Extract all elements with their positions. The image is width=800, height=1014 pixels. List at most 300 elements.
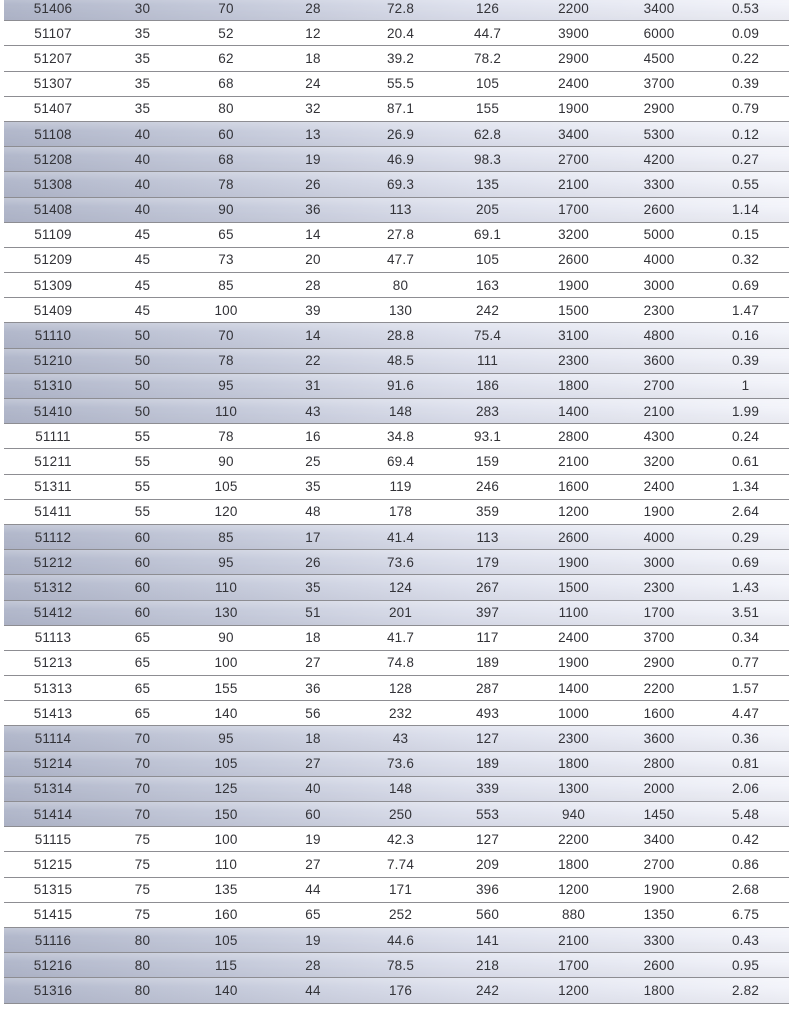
table-cell: 28 xyxy=(305,957,321,973)
table-cell: 2.64 xyxy=(731,504,760,520)
table-cell: 35 xyxy=(134,25,151,41)
table-cell: 47.7 xyxy=(386,252,415,268)
table-cell: 80 xyxy=(134,957,151,973)
table-cell: 80 xyxy=(134,982,151,998)
table-cell: 50 xyxy=(134,353,151,369)
table-cell: 128 xyxy=(388,680,413,696)
table-cell: 1000 xyxy=(558,705,589,721)
table-cell: 28 xyxy=(305,0,321,16)
table-cell: 359 xyxy=(475,504,500,520)
table-cell: 176 xyxy=(388,982,413,998)
table-cell: 0.32 xyxy=(731,252,760,268)
table-cell: 1.34 xyxy=(731,479,760,495)
table-cell: 51109 xyxy=(34,227,72,243)
table-cell: 1900 xyxy=(643,504,675,520)
table-row xyxy=(4,172,789,197)
table-cell: 246 xyxy=(475,479,500,495)
table-cell: 1500 xyxy=(558,302,589,318)
table-cell: 65 xyxy=(218,227,234,243)
table-row xyxy=(4,953,789,978)
table-cell: 5.48 xyxy=(731,806,760,822)
table-cell: 252 xyxy=(388,907,413,923)
table-row xyxy=(4,550,789,575)
table-cell: 60 xyxy=(218,126,234,142)
table-cell: 0.12 xyxy=(731,126,760,142)
table-cell: 124 xyxy=(388,579,413,595)
table-cell: 62.8 xyxy=(473,126,502,142)
table-cell: 0.69 xyxy=(731,554,760,570)
table-cell: 0.16 xyxy=(731,328,760,344)
table-cell: 13 xyxy=(305,126,321,142)
table-cell: 218 xyxy=(475,957,500,973)
table-cell: 1 xyxy=(741,378,750,394)
table-cell: 3000 xyxy=(643,277,675,293)
table-cell: 0.61 xyxy=(731,453,760,469)
table-cell: 0.39 xyxy=(731,353,760,369)
table-cell: 51 xyxy=(305,605,321,621)
table-cell: 1200 xyxy=(558,882,589,898)
table-cell: 159 xyxy=(475,453,500,469)
table-cell: 2900 xyxy=(643,655,675,671)
table-cell: 2600 xyxy=(558,252,589,268)
table-cell: 0.22 xyxy=(731,50,760,66)
table-cell: 205 xyxy=(475,202,500,218)
table-cell: 125 xyxy=(214,781,238,797)
table-cell: 7.74 xyxy=(386,856,415,872)
table-cell: 39 xyxy=(305,302,321,318)
table-cell: 35 xyxy=(134,76,151,92)
table-cell: 55 xyxy=(134,428,151,444)
table-cell: 148 xyxy=(388,781,413,797)
table-cell: 51111 xyxy=(35,428,71,444)
table-cell: 65 xyxy=(134,705,151,721)
table-cell: 1450 xyxy=(643,806,675,822)
table-cell: 12 xyxy=(305,25,321,41)
table-cell: 69.4 xyxy=(386,453,415,469)
table-cell: 396 xyxy=(475,882,500,898)
table-cell: 155 xyxy=(475,101,500,117)
table-cell: 126 xyxy=(475,0,500,16)
table-cell: 45 xyxy=(134,302,151,318)
table-row xyxy=(4,399,789,424)
table-cell: 105 xyxy=(475,252,500,268)
table-cell: 24 xyxy=(305,76,321,92)
table-cell: 5300 xyxy=(643,126,675,142)
table-row xyxy=(4,323,789,348)
table-cell: 70 xyxy=(134,756,151,772)
table-cell: 27.8 xyxy=(386,227,415,243)
table-cell: 2300 xyxy=(643,579,675,595)
table-cell: 130 xyxy=(214,605,238,621)
table-cell: 68 xyxy=(218,76,234,92)
table-cell: 70 xyxy=(134,806,151,822)
table-cell: 43 xyxy=(392,731,409,747)
table-cell: 51110 xyxy=(34,328,72,344)
table-cell: 4800 xyxy=(643,328,675,344)
table-cell: 242 xyxy=(475,982,500,998)
table-cell: 28.8 xyxy=(386,328,415,344)
table-cell: 78 xyxy=(218,428,234,444)
table-cell: 30 xyxy=(134,0,151,16)
table-cell: 74.8 xyxy=(386,655,415,671)
table-cell: 100 xyxy=(214,302,238,318)
table-cell: 51213 xyxy=(33,655,73,671)
table-cell: 51313 xyxy=(33,680,73,696)
table-cell: 65 xyxy=(305,907,321,923)
table-cell: 51407 xyxy=(33,101,73,117)
table-cell: 51309 xyxy=(33,277,73,293)
table-cell: 40 xyxy=(134,126,151,142)
table-cell: 44 xyxy=(305,882,321,898)
table-cell: 148 xyxy=(388,403,413,419)
table-cell: 0.42 xyxy=(731,831,760,847)
table-cell: 1900 xyxy=(558,101,589,117)
table-cell: 1800 xyxy=(558,378,589,394)
bearing-spec-table xyxy=(4,0,789,1004)
table-cell: 70 xyxy=(134,731,151,747)
table-cell: 80 xyxy=(392,277,409,293)
table-cell: 2200 xyxy=(558,0,589,16)
table-cell: 0.24 xyxy=(731,428,760,444)
table-row xyxy=(4,273,789,298)
table-cell: 120 xyxy=(214,504,238,520)
table-cell: 127 xyxy=(475,831,500,847)
table-cell: 0.15 xyxy=(731,227,760,243)
table-cell: 75 xyxy=(134,831,151,847)
table-cell: 6.75 xyxy=(731,907,760,923)
table-cell: 0.36 xyxy=(731,731,760,747)
table-cell: 72.8 xyxy=(386,0,415,16)
table-cell: 2600 xyxy=(643,202,675,218)
table-cell: 65 xyxy=(134,655,151,671)
table-row xyxy=(4,525,789,550)
table-cell: 4300 xyxy=(643,428,675,444)
table-cell: 35 xyxy=(305,579,321,595)
table-cell: 51214 xyxy=(33,756,73,772)
table-cell: 0.55 xyxy=(731,176,760,192)
table-cell: 3400 xyxy=(643,0,675,16)
table-cell: 493 xyxy=(475,705,500,721)
table-cell: 105 xyxy=(475,76,500,92)
table-cell: 3300 xyxy=(643,932,675,948)
table-cell: 19 xyxy=(305,831,321,847)
table-cell: 2300 xyxy=(558,353,589,369)
table-row xyxy=(4,72,789,97)
table-cell: 4200 xyxy=(643,151,675,167)
table-cell: 51411 xyxy=(34,504,72,520)
table-cell: 36 xyxy=(305,680,321,696)
table-cell: 0.86 xyxy=(731,856,760,872)
table-cell: 55 xyxy=(134,504,151,520)
table-row xyxy=(4,676,789,701)
table-cell: 0.29 xyxy=(731,529,760,545)
table-cell: 51107 xyxy=(34,25,72,41)
table-cell: 17 xyxy=(305,529,321,545)
table-row xyxy=(4,827,789,852)
table-cell: 1.43 xyxy=(731,579,760,595)
table-cell: 1.57 xyxy=(731,680,760,696)
table-cell: 189 xyxy=(475,756,500,772)
table-cell: 51311 xyxy=(34,479,72,495)
table-cell: 2700 xyxy=(643,378,675,394)
table-cell: 0.95 xyxy=(731,957,760,973)
table-cell: 2200 xyxy=(643,680,675,696)
table-row xyxy=(4,374,789,399)
table-row xyxy=(4,424,789,449)
table-cell: 4.47 xyxy=(731,705,760,721)
table-cell: 51209 xyxy=(33,252,73,268)
table-cell: 1500 xyxy=(558,579,589,595)
table-cell: 130 xyxy=(388,302,413,318)
table-cell: 43 xyxy=(305,403,321,419)
table-cell: 1700 xyxy=(558,202,589,218)
table-cell: 73 xyxy=(218,252,234,268)
table-cell: 3900 xyxy=(558,25,589,41)
table-cell: 20.4 xyxy=(386,25,415,41)
table-cell: 110 xyxy=(214,579,238,595)
table-row xyxy=(4,198,789,223)
table-row xyxy=(4,752,789,777)
table-cell: 41.7 xyxy=(386,630,415,646)
table-cell: 3400 xyxy=(643,831,675,847)
table-cell: 105 xyxy=(214,479,238,495)
table-cell: 160 xyxy=(214,907,238,923)
table-cell: 51108 xyxy=(34,126,72,142)
table-cell: 51310 xyxy=(33,378,73,394)
table-cell: 186 xyxy=(475,378,500,394)
table-cell: 65 xyxy=(134,630,151,646)
table-cell: 553 xyxy=(475,806,500,822)
table-cell: 26.9 xyxy=(386,126,415,142)
table-cell: 70 xyxy=(218,328,234,344)
table-cell: 31 xyxy=(305,378,321,394)
table-cell: 90 xyxy=(218,630,234,646)
table-cell: 78 xyxy=(218,353,234,369)
table-cell: 51409 xyxy=(33,302,73,318)
table-row xyxy=(4,349,789,374)
table-cell: 78.2 xyxy=(473,50,502,66)
table-cell: 2900 xyxy=(558,50,589,66)
table-cell: 3600 xyxy=(643,353,675,369)
table-cell: 55.5 xyxy=(386,76,415,92)
table-cell: 51216 xyxy=(33,957,73,973)
table-cell: 0.27 xyxy=(731,151,760,167)
table-cell: 35 xyxy=(134,50,151,66)
table-cell: 1900 xyxy=(643,882,675,898)
table-cell: 28 xyxy=(305,277,321,293)
table-cell: 51210 xyxy=(33,353,73,369)
table-cell: 1900 xyxy=(558,655,589,671)
table-cell: 3200 xyxy=(643,453,675,469)
table-cell: 209 xyxy=(475,856,500,872)
table-row xyxy=(4,147,789,172)
table-row xyxy=(4,651,789,676)
table-cell: 178 xyxy=(388,504,413,520)
table-cell: 1.14 xyxy=(731,202,760,218)
table-cell: 60 xyxy=(134,579,151,595)
table-row xyxy=(4,928,789,953)
table-cell: 232 xyxy=(388,705,413,721)
table-cell: 3100 xyxy=(558,328,589,344)
table-cell: 48.5 xyxy=(386,353,415,369)
table-cell: 90 xyxy=(218,202,234,218)
table-cell: 2.82 xyxy=(731,982,760,998)
table-cell: 60 xyxy=(305,806,321,822)
table-cell: 1600 xyxy=(558,479,589,495)
table-cell: 73.6 xyxy=(386,756,415,772)
table-cell: 127 xyxy=(475,731,500,747)
table-cell: 41.4 xyxy=(386,529,415,545)
table-cell: 20 xyxy=(305,252,321,268)
table-cell: 40 xyxy=(305,781,321,797)
table-cell: 51413 xyxy=(33,705,73,721)
table-cell: 2000 xyxy=(643,781,675,797)
table-row xyxy=(4,575,789,600)
table-cell: 135 xyxy=(475,176,500,192)
table-cell: 2.06 xyxy=(731,781,760,797)
table-cell: 163 xyxy=(475,277,500,293)
table-row xyxy=(4,500,789,525)
table-cell: 50 xyxy=(134,378,151,394)
table-cell: 1600 xyxy=(643,705,675,721)
table-cell: 140 xyxy=(214,982,238,998)
table-row xyxy=(4,475,789,500)
table-cell: 0.09 xyxy=(731,25,760,41)
table-cell: 3700 xyxy=(643,76,675,92)
table-cell: 51408 xyxy=(33,202,73,218)
table-cell: 0.53 xyxy=(731,0,760,16)
table-cell: 2700 xyxy=(643,856,675,872)
table-cell: 18 xyxy=(305,50,321,66)
table-cell: 45 xyxy=(134,252,151,268)
table-cell: 40 xyxy=(134,202,151,218)
table-cell: 140 xyxy=(214,705,238,721)
table-cell: 117 xyxy=(476,630,499,646)
table-cell: 150 xyxy=(214,806,238,822)
table-cell: 34.8 xyxy=(386,428,415,444)
table-cell: 40 xyxy=(134,176,151,192)
table-row xyxy=(4,802,789,827)
table-row xyxy=(4,978,789,1003)
table-row xyxy=(4,122,789,147)
table-cell: 32 xyxy=(305,101,321,117)
table-cell: 70 xyxy=(134,781,151,797)
table-cell: 141 xyxy=(475,932,500,948)
table-cell: 3200 xyxy=(558,227,589,243)
table-cell: 2300 xyxy=(558,731,589,747)
table-cell: 880 xyxy=(561,907,586,923)
table-cell: 51112 xyxy=(34,529,72,545)
table-cell: 19 xyxy=(305,151,321,167)
table-row xyxy=(4,878,789,903)
table-cell: 2.68 xyxy=(731,882,760,898)
table-cell: 0.39 xyxy=(731,76,760,92)
table-cell: 1800 xyxy=(558,756,589,772)
table-row xyxy=(4,223,789,248)
table-row xyxy=(4,449,789,474)
table-cell: 69.1 xyxy=(473,227,502,243)
table-cell: 105 xyxy=(214,756,238,772)
table-cell: 4000 xyxy=(643,529,675,545)
table-cell: 36 xyxy=(305,202,321,218)
table-cell: 113 xyxy=(389,202,412,218)
table-cell: 3700 xyxy=(643,630,675,646)
table-cell: 87.1 xyxy=(386,101,415,117)
table-cell: 0.77 xyxy=(731,655,760,671)
table-cell: 18 xyxy=(305,630,321,646)
table-cell: 80 xyxy=(218,101,234,117)
table-cell: 283 xyxy=(475,403,500,419)
table-cell: 42.3 xyxy=(386,831,415,847)
table-cell: 1700 xyxy=(558,957,589,973)
table-cell: 78 xyxy=(218,176,234,192)
table-cell: 70 xyxy=(218,0,234,16)
table-cell: 35 xyxy=(305,479,321,495)
table-cell: 51113 xyxy=(34,630,72,646)
table-cell: 69.3 xyxy=(386,176,415,192)
table-cell: 0.69 xyxy=(731,277,760,293)
table-cell: 1.99 xyxy=(731,403,760,419)
table-cell: 171 xyxy=(388,882,413,898)
table-cell: 90 xyxy=(218,453,234,469)
table-row xyxy=(4,0,789,21)
table-cell: 98.3 xyxy=(473,151,502,167)
table-cell: 85 xyxy=(218,529,234,545)
table-cell: 73.6 xyxy=(386,554,415,570)
table-row xyxy=(4,726,789,751)
table-cell: 2300 xyxy=(643,302,675,318)
table-cell: 44.7 xyxy=(473,25,502,41)
table-cell: 55 xyxy=(134,453,151,469)
table-cell: 0.79 xyxy=(731,101,760,117)
table-cell: 115 xyxy=(214,957,238,973)
table-cell: 2600 xyxy=(558,529,589,545)
table-cell: 0.34 xyxy=(731,630,760,646)
table-cell: 51312 xyxy=(33,579,73,595)
table-cell: 51211 xyxy=(34,453,72,469)
table-cell: 113 xyxy=(476,529,499,545)
table-cell: 40 xyxy=(134,151,151,167)
table-cell: 1800 xyxy=(643,982,675,998)
table-cell: 6000 xyxy=(643,25,675,41)
table-cell: 65 xyxy=(134,680,151,696)
table-cell: 51316 xyxy=(33,982,73,998)
table-cell: 339 xyxy=(475,781,500,797)
table-cell: 1900 xyxy=(558,554,589,570)
table-cell: 51406 xyxy=(33,0,73,16)
table-cell: 0.43 xyxy=(731,932,760,948)
table-cell: 48 xyxy=(305,504,321,520)
table-cell: 2900 xyxy=(643,101,675,117)
table-cell: 201 xyxy=(388,605,413,621)
table-cell: 55 xyxy=(134,479,151,495)
table-cell: 1.47 xyxy=(731,302,760,318)
table-cell: 2400 xyxy=(558,630,589,646)
table-row xyxy=(4,298,789,323)
table-cell: 179 xyxy=(475,554,500,570)
table-cell: 45 xyxy=(134,277,151,293)
table-cell: 75 xyxy=(134,856,151,872)
table-cell: 2100 xyxy=(643,403,675,419)
table-cell: 135 xyxy=(214,882,238,898)
table-cell: 111 xyxy=(476,353,499,369)
table-cell: 2800 xyxy=(558,428,589,444)
table-cell: 51207 xyxy=(33,50,73,66)
table-row xyxy=(4,46,789,71)
table-cell: 51412 xyxy=(33,605,73,621)
table-cell: 27 xyxy=(305,655,321,671)
table-cell: 16 xyxy=(305,428,321,444)
